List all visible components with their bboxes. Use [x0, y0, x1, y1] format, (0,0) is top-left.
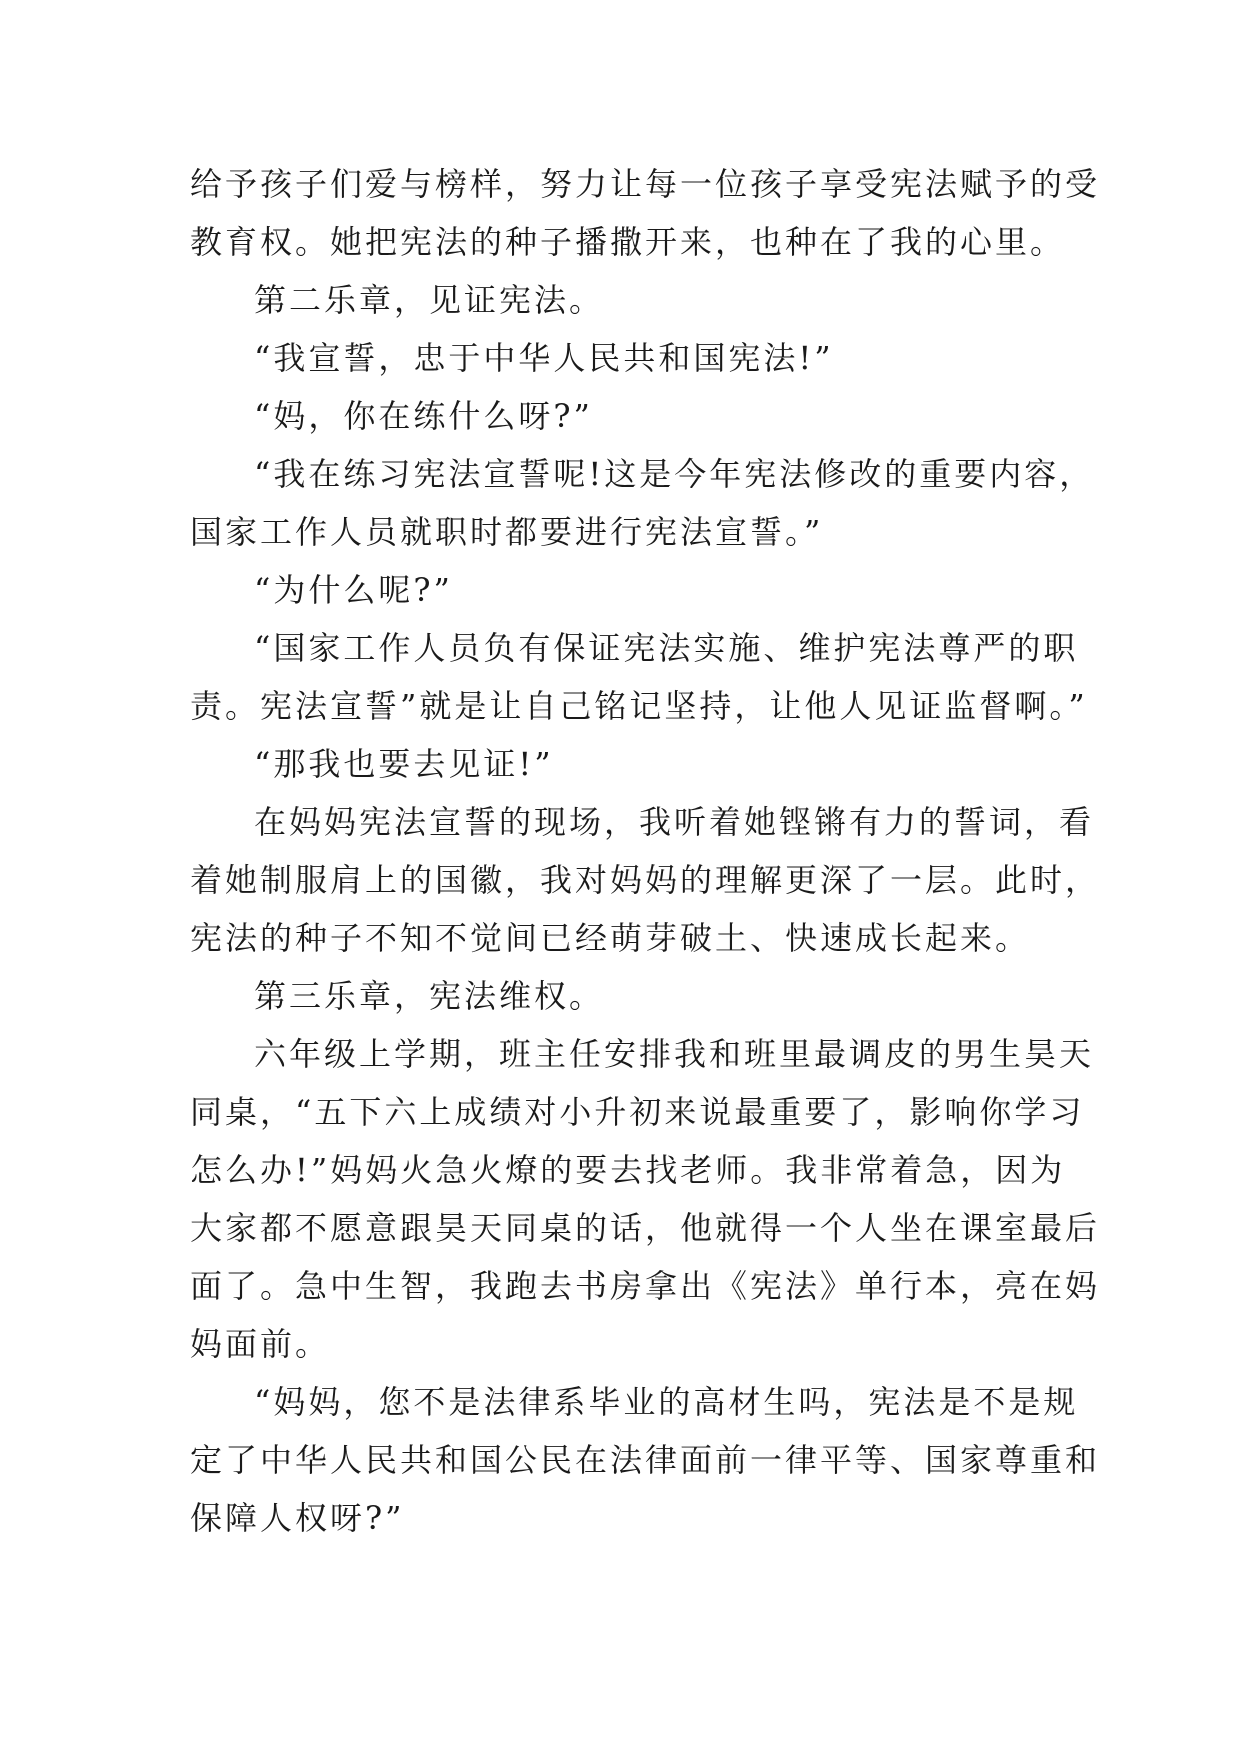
text-line: 教育权。她把宪法的种子播撒开来，也种在了我的心里。: [190, 223, 1066, 261]
text-line: 责。宪法宣誓”就是让自己铭记坚持，让他人见证监督啊。”: [190, 687, 1088, 725]
text-line: 着她制服肩上的国徽，我对妈妈的理解更深了一层。此时，: [190, 861, 1101, 899]
text-line: 妈面前。: [190, 1325, 331, 1363]
section-heading: 第三乐章，宪法维权。: [254, 977, 605, 1015]
text-line: 同桌，“五下六上成绩对小升初来说最重要了，影响你学习: [190, 1093, 1085, 1131]
text-line: 定了中华人民共和国公民在法律面前一律平等、国家尊重和: [190, 1441, 1101, 1479]
text-line: “那我也要去见证!”: [254, 745, 554, 783]
text-line: 保障人权呀?”: [190, 1499, 405, 1537]
text-line: 国家工作人员就职时都要进行宪法宣誓。”: [190, 513, 824, 551]
text-line: “我宣誓，忠于中华人民共和国宪法!”: [254, 339, 834, 377]
text-line: 大家都不愿意跟昊天同桌的话，他就得一个人坐在课室最后: [190, 1209, 1101, 1247]
section-heading: 第二乐章，见证宪法。: [254, 281, 605, 319]
text-line: 宪法的种子不知不觉间已经萌芽破土、快速成长起来。: [190, 919, 1031, 957]
text-line: “国家工作人员负有保证宪法实施、维护宪法尊严的职: [254, 629, 1079, 667]
text-line: “为什么呢?”: [254, 571, 453, 609]
text-line: “妈妈，您不是法律系毕业的高材生吗，宪法是不是规: [254, 1383, 1079, 1421]
text-line: 给予孩子们爱与榜样，努力让每一位孩子享受宪法赋予的受: [190, 165, 1101, 203]
text-line: “我在练习宪法宣誓呢!这是今年宪法修改的重要内容，: [254, 455, 1095, 493]
text-line: 在妈妈宪法宣誓的现场，我听着她铿锵有力的誓词，看: [254, 803, 1095, 841]
text-line: 面了。急中生智，我跑去书房拿出《宪法》单行本，亮在妈: [190, 1267, 1101, 1305]
document-body: [190, 155, 1101, 1547]
text-line: 六年级上学期，班主任安排我和班里最调皮的男生昊天: [254, 1035, 1095, 1073]
text-line: “妈，你在练什么呀?”: [254, 397, 593, 435]
text-line: 怎么办!”妈妈火急火燎的要去找老师。我非常着急，因为: [190, 1151, 1066, 1189]
